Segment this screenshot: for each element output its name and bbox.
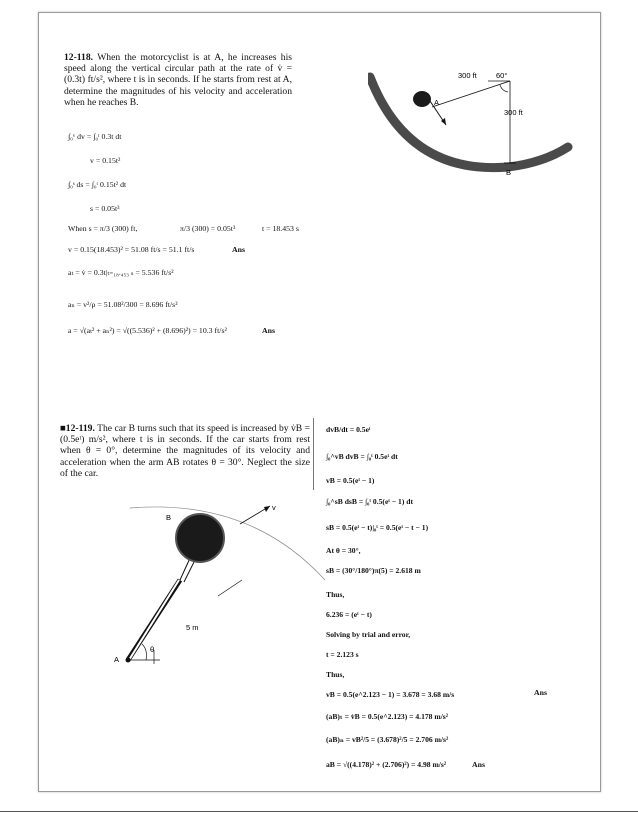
sol-118-line-5: When s = π/3 (300) ft, <box>68 224 138 233</box>
sol-118-line-11: a = √(aₜ² + aₙ²) = √((5.536)² + (8.696)²) = 10.3 ft/s² <box>68 326 227 335</box>
sol-119-ans-1: Ans <box>534 688 548 697</box>
car-velocity-arrowhead <box>264 506 270 512</box>
sol-119-line-8: Thus, <box>326 590 345 599</box>
radius-line <box>432 81 510 107</box>
label-5m: 5 m <box>186 623 199 632</box>
problem-119-statement <box>60 423 310 479</box>
circular-track <box>130 507 325 580</box>
sol-119-ans-2: Ans <box>472 760 486 769</box>
radius-dimension-line <box>218 580 242 596</box>
label-car-b: B <box>166 513 172 522</box>
label-300ft-right: 300 ft <box>504 108 523 117</box>
sol-119-line-9: 6.236 = (eᵗ − t) <box>326 610 372 619</box>
problem-118-figure <box>368 55 578 190</box>
sol-118-line-1: ∫₀ᵛ dv = ∫₀ᵗ 0.3t dt <box>68 132 122 141</box>
sol-119-line-1: dvB/dt = 0.5eᵗ <box>326 425 371 434</box>
problem-118-text: When the motorcyclist is at A, he increases his speed along the vertical circular path at the rate of v̇ = (0.3t) ft/s², where t is in seconds. If he starts from rest at A, determine the magnitudes of his velocity and acceleration when he reaches B. <box>64 52 292 108</box>
sol-119-line-12: Thus, <box>326 670 345 679</box>
circular-path <box>370 77 568 168</box>
problem-119-number: ■12-119. <box>60 423 95 434</box>
sol-119-line-11: t = 2.123 s <box>326 650 359 659</box>
label-point-b: B <box>506 168 512 177</box>
sol-118-ans-2: Ans <box>262 326 276 335</box>
sol-119-line-3: vB = 0.5(eᵗ − 1) <box>326 476 375 485</box>
column-separator <box>313 418 314 490</box>
sol-119-line-6: At θ = 30°, <box>326 546 361 555</box>
label-300ft-top: 300 ft <box>458 71 477 80</box>
sol-119-line-13: vB = 0.5(e^2.123 − 1) = 3.678 = 3.68 m/s <box>326 690 455 699</box>
problem-118-number: 12-118. <box>64 52 94 63</box>
sol-118-line-6: π/3 (300) = 0.05t³ <box>180 224 236 233</box>
angle-arc <box>500 85 508 92</box>
sol-119-line-16: aB = √((4.178)² + (2.706)²) = 4.98 m/s² <box>326 760 447 769</box>
problem-119-figure <box>100 500 325 685</box>
sol-119-line-15: (aB)ₙ = vB²/5 = (3.678)²/5 = 2.706 m/s² <box>326 735 449 744</box>
sol-119-line-7: sB = (30°/180°)π(5) = 2.618 m <box>326 566 421 575</box>
label-60deg: 60° <box>496 71 508 80</box>
sol-118-line-3: ∫₀ˢ ds = ∫₀ᵗ 0.15t² dt <box>68 180 127 189</box>
sol-119-line-5: sB = 0.5(eᵗ − t)|₀ᵗ = 0.5(eᵗ − t − 1) <box>326 523 429 532</box>
sol-119-line-14: (aB)ₜ = v̇B = 0.5(e^2.123) = 4.178 m/s² <box>326 712 449 721</box>
sol-118-line-7: t = 18.453 s <box>262 224 299 233</box>
motorcyclist-icon <box>413 91 431 107</box>
label-point-a: A <box>434 98 440 107</box>
sol-119-line-4: ∫₀^sB dsB = ∫₀ᵗ 0.5(eᵗ − 1) dt <box>326 497 414 506</box>
sol-118-line-10: aₙ = v²/ρ = 51.08²/300 = 8.696 ft/s² <box>68 300 178 309</box>
sol-119-line-10: Solving by trial and error, <box>326 630 411 639</box>
bottom-rule <box>0 811 638 812</box>
sol-118-ans-1: Ans <box>232 245 246 254</box>
sol-119-line-2: ∫₀^vB dvB = ∫₀ᵗ 0.5eᵗ dt <box>326 452 398 461</box>
label-theta: θ <box>150 645 155 654</box>
sol-118-line-8: v = 0.15(18.453)² = 51.08 ft/s = 51.1 ft/s <box>68 245 195 254</box>
sol-118-line-9: aₜ = v̇ = 0.3t|ₜ₌₁₈.₄₅₃ ₛ = 5.536 ft/s² <box>68 268 174 277</box>
problem-119-text: The car B turns such that its speed is increased by v̇B = (0.5eᵗ) m/s², where t is in seconds. If the car starts from rest when θ = 0°, determine the magnitudes of its velocity and acceleration when the arm AB rotates θ = 30°. Neglect the size of the car. <box>60 423 310 479</box>
theta-angle-arc <box>142 644 147 660</box>
sol-118-line-4: s = 0.05t³ <box>90 204 120 213</box>
problem-118-statement <box>64 52 292 108</box>
sol-118-line-2: v = 0.15t² <box>90 156 121 165</box>
label-pin-a: A <box>114 655 120 664</box>
pin-a <box>126 658 131 663</box>
label-velocity: v <box>272 503 276 512</box>
